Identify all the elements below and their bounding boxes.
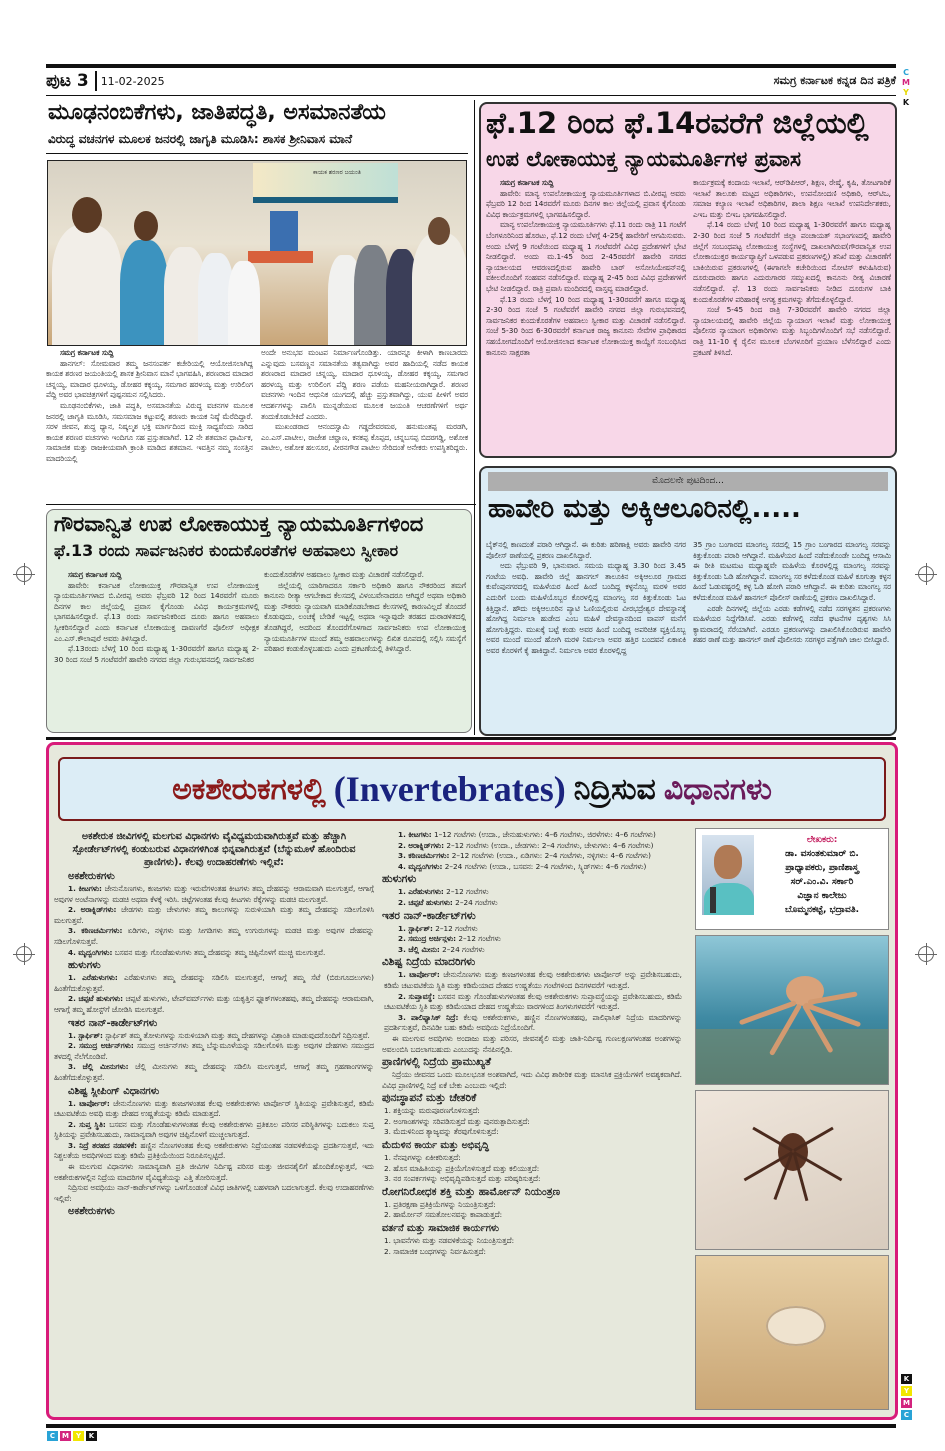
story1-rule — [46, 153, 468, 154]
feature-list-item — [382, 841, 682, 852]
item-number: 3. — [68, 926, 76, 936]
item-text: 2–12 ಗಂಟೆಗಳು (ಉದಾ., ಏಡಿಗಳು: 2–4 ಗಂಟೆಗಳು, ನಳ್ಳಿಗಳು: 4–6 ಗಂಟೆಗಳು) — [451, 851, 652, 861]
story1-column-2 — [261, 348, 468, 454]
item-number: 2. — [68, 994, 76, 1004]
story2-paragraph: ಫೆ.13 ರಂದು ಬೆಳಗ್ಗೆ 10 ರಿಂದ ಮಧ್ಯಾಹ್ನ 1-30ರವರೆಗೆ ಹಾಗೂ ಮಧ್ಯಾಹ್ನ 2-30 ರಿಂದ ಸಂಜೆ 5 ಗಂಟೆವರೆಗೆ ಹಾವೇರಿ ನಗರದ ಜಿಲ್ಲಾ ಗುರುಭವನದಲ್ಲಿ ಸಾರ್ವಜನಿಕರ ಕುಂದುಕೊರತೆಗಳ ಅಹವಾಲು ಸ್ವೀಕಾರ ಮತ್ತು ವಿಚಾರಣೆ ನಡೆಸಲಿದ್ದಾರೆ. ಸಂಜೆ 5-30 ರಿಂದ 6-30ರವರೆಗೆ ಕರ್ನಾಟಕ ರಾಜ್ಯ ಕಾನೂನು ಸೇವೆಗಳ ಪ್ರಾಧಿಕಾರದ ಸಹಯೋಗದೊಂದಿಗೆ ಆಯೋಜಿಸಲಾದ ಕರ್ನಾಟಕ ಲೋಕಾಯುಕ್ತ ಕಾಯ್ದೆಗೆ ಸಂಬಂಧಿಸಿದ ಕಾನೂನು ಸಾಕ್ಷರತಾ — [486, 294, 686, 357]
swatch-cyan: C — [901, 1410, 912, 1420]
registration-mark-icon — [16, 946, 32, 962]
item-term: ಎರೆಹುಳುಗಳು: — [408, 887, 444, 897]
photo-person — [52, 225, 122, 345]
feature-subheading: ಹುಳುಗಳು — [382, 873, 417, 886]
story3-paragraph: ಫೆ.13ರಂದು ಬೆಳಗ್ಗೆ 10 ರಿಂದ ಮಧ್ಯಾಹ್ನ 1-30ರವರೆಗೆ ಹಾಗೂ ಮಧ್ಯಾಹ್ನ 2-30 ರಿಂದ ಸಂಜೆ 5 ಗಂಟೆವರೆಗೆ ಹಾವೇರಿ ನಗರದ ಜಿಲ್ಲಾ ಗುರುಭವನದಲ್ಲಿ ಸಾರ್ವಜನಿಕರ — [54, 644, 259, 664]
cmyk-swatches-bottom — [47, 1431, 97, 1441]
author-designation: ಪ್ರಾಧ್ಯಾಪಕರು, ಪ್ರಾಣಿಶಾಸ್ತ್ರ — [785, 863, 859, 873]
item-number: 3. — [398, 944, 406, 954]
photo-person-head — [134, 211, 158, 241]
story3-byline: ಸಮಗ್ರ ಕರ್ನಾಟಕ ಸುದ್ದಿ — [68, 570, 122, 579]
feature-subheading: ಅಕಶೇರುಕಗಳು — [68, 871, 115, 882]
feature-list-item — [382, 830, 682, 841]
story1-photo — [47, 160, 467, 346]
feature-list-item — [382, 934, 682, 945]
item-text: ಸ್ಟಾರ್ಫಿಶ್ ತಮ್ಮ ತೋಳುಗಳನ್ನು ಸುರುಳಿಯಾಗಿ ಮತ್ತು ತಮ್ಮ ದೇಹಗಳನ್ನು ವಿಶ್ರಾಂತಿ ಮಾಡುವುದರೊಂದಿಗೆ ನಿದ್ರಿಸುತ್ತವೆ. — [105, 1030, 370, 1040]
item-text: 2–12 ಗಂಟೆಗಳು — [446, 887, 489, 897]
item-number: 3. — [68, 1140, 76, 1150]
story2-column-1 — [486, 178, 686, 358]
story2-byline: ಸಮಗ್ರ ಕರ್ನಾಟಕ ಸುದ್ದಿ — [500, 178, 554, 187]
feature-subheading: ವರ್ತನೆ ಮತ್ತು ಸಾಮಾಜಿಕ ಕಾರ್ಯಗಳು — [382, 1223, 500, 1235]
feature-list-item — [54, 994, 374, 1015]
feature-list-line: 1. ಪ್ರತಿರಕ್ಷಣಾ ಪ್ರತಿಕ್ರಿಯೆಗಳನ್ನು ನಿಯಂತ್ರಿಸುತ್ತದೆ: — [384, 1199, 496, 1209]
story4-paragraph: ಬೈಕ್‌ನಲ್ಲಿ ಕಾಣದಂತೆ ಪರಾರಿ ಆಗಿದ್ದಾನೆ. ಈ ಕುರಿತು ಹರಿಣಾಕ್ಷಿ ಅವರು ಹಾವೇರಿ ನಗರ ಪೊಲೀಸ್ ಠಾಣೆಯಲ್ಲಿ ಪ್ರಕರಣ ದಾಖಲಿಸಿದ್ದಾರೆ. — [486, 540, 686, 560]
feature-list-item — [54, 905, 374, 926]
microphone-icon — [710, 887, 716, 913]
item-term: ಸಮುದ್ರ ಅರ್ಚಿನ್ಗಳು: — [408, 934, 457, 944]
swatch-magenta: M — [901, 1398, 912, 1408]
swatch-black: K — [86, 1431, 97, 1441]
story2-paragraph: ಫೆ.14 ರಂದು ಬೆಳಗ್ಗೆ 10 ರಿಂದ ಮಧ್ಯಾಹ್ನ 1-30ರವರೆಗೆ ಹಾಗೂ ಮಧ್ಯಾಹ್ನ 2-30 ರಿಂದ ಸಂಜೆ 5 ಗಂಟೆವರೆಗೆ ಜಿಲ್ಲಾ ಪಂಚಾಯತ್ ಸಭಾಂಗಣದಲ್ಲಿ ಹಾವೇರಿ ಜಿಲ್ಲೆಗೆ ಸಂಬಂಧಪಟ್ಟ ಲೋಕಾಯುಕ್ತ ಸಂಸ್ಥೆಗಳಲ್ಲಿ ದಾಖಲಾಗಿರುವ(ಗೌರವಾನ್ವಿತ ಉಪ ಲೋಕಾಯುಕ್ತರ ಕಾರ್ಯವ್ಯಾಪ್ತಿಗೆ ಒಳಪಡುವ ಪ್ರಕರಣಗಳಲ್ಲಿ) ತನಿಖೆ ಮತ್ತು ವಿಚಾರಣೆಗೆ ಬಾಕಿಯಿರುವ ಪ್ರಕರಣಗಳಲ್ಲಿ (ಈಗಾಗಲೇ ಕಚೇರಿಯಿಂದ ನೋಟಿಸ್ ಕಳುಹಿಸಿರುವ) ದೂರುದಾರರು ಹಾಗೂ ಎದುರುಗಾರರ ಸಮ್ಮುಖದಲ್ಲಿ ಕಾನೂನು ರೀತ್ಯ ವಿಚಾರಣೆ ನಡೆಸಲಿದ್ದಾರೆ. ಫೆ. 13 ರಂದು ಸಾರ್ವಜನಿಕರು ನೀಡಿದ ದೂರುಗಳ ಬಾಕಿ ಕುಂದುಕೊರತೆಗಳ ಪರಿಹಾರಕ್ಕೆ ಅಗತ್ಯ ಕ್ರಮಗಳನ್ನು ತೆಗೆದುಕೊಳ್ಳಲಿದ್ದಾರೆ. — [693, 220, 891, 304]
feature-title-part: ಅಕಶೇರುಕಗಳಲ್ಲಿ — [172, 771, 326, 807]
issue-date: 11-02-2025 — [100, 74, 165, 88]
feature-list-item — [54, 1120, 374, 1141]
author-college: ವಿಜ್ಞಾನ ಕಾಲೇಜು — [797, 891, 847, 901]
feature-list-line: 1. ಶಕ್ತಿಯನ್ನು ಮರುಪೂರಣಗೊಳಿಸುತ್ತದೆ: — [384, 1106, 480, 1116]
item-term: ಚಪ್ಪಟೆ ಹುಳುಗಳು: — [78, 994, 124, 1004]
photo-person — [120, 240, 168, 345]
story3-paragraph: ಹಾವೇರಿ: ಕರ್ನಾಟಕ ಲೋಕಾಯುಕ್ತ ಗೌರವಾನ್ವಿತ ಉಪ ಲೋಕಾಯುಕ್ತ ನ್ಯಾಯಮೂರ್ತಿಗಳಾದ ಬಿ.ವೀರಪ್ಪ ಅವರು ಫೆಬ್ರವರಿ 12 ರಿಂದ 14ರವರೆಗೆ ಮೂರು ದಿನಗಳ ಕಾಲ ಜಿಲ್ಲೆಯಲ್ಲಿ ಪ್ರವಾಸ ಕೈಗೊಂಡು ವಿವಿಧ ಕಾರ್ಯಕ್ರಮಗಳಲ್ಲಿ ಭಾಗವಹಿಸಲಿದ್ದಾರೆ. ಫೆ.13 ರಂದು ಸಾರ್ವಜನಿಕರಿಂದ ದೂರು ಹಾಗೂ ಅಹವಾಲು ಸ್ವೀಕರಿಸಲಿದ್ದಾರೆ ಎಂದು ಕರ್ನಾಟಕ ಲೋಕಾಯುಕ್ತ ದಾವಣಗೆರೆ ಪೊಲೀಸ್ ಅಧೀಕ್ಷಕ ಎಂ.ಎಸ್.ಕೌಲಾಪುರೆ ಅವರು ತಿಳಿಸಿದ್ದಾರೆ. — [54, 580, 259, 643]
story1-column-1 — [46, 348, 253, 465]
photo-person-head — [428, 217, 450, 245]
item-term: ಸಮುದ್ರ ಅರ್ಚಿನ್‌ಗಳು: — [79, 1041, 134, 1051]
item-number: 1. — [398, 887, 406, 897]
story2-paragraph: ಮಾನ್ಯ ಉಪಲೋಕಾಯುಕ್ತ ನ್ಯಾಯಮೂರ್ತಿಗಳು ಫೆ.11 ರಂದು ರಾತ್ರಿ 11 ಗಂಟೆಗೆ ಬೆಂಗಳೂರಿನಿಂದ ಹೊರಟು, ಫೆ.12 ರಂದು ಬೆಳಗ್ಗೆ 4-25ಕ್ಕೆ ಹಾವೇರಿಗೆ ಆಗಮಿಸುವರು. ಅಂದು ಬೆಳಗ್ಗೆ 9 ಗಂಟೆಯಿಂದ ಮಧ್ಯಾಹ್ನ 1 ಗಂಟೆವರೆಗೆ ವಿವಿಧ ಪ್ರದೇಶಗಳಿಗೆ ಭೇಟಿ ನೀಡಲಿದ್ದಾರೆ. ಅಂದು ಮ.1-45 ರಿಂದ 2-45ರವರೆಗೆ ಹಾವೇರಿ ನಗರದ ನ್ಯಾಯಾಲಯದ ಆವರಣದಲ್ಲಿರುವ ಹಾವೇರಿ ಬಾರ್ ಅಸೋಸಿಯೇಷನ್‌ನಲ್ಲಿ ವಕೀಲರೊಂದಿಗೆ ಸಂಹವನ ನಡೆಸಲಿದ್ದಾರೆ. ಮಧ್ಯಾಹ್ನ 2-45 ರಿಂದ ವಿವಿಧ ಪ್ರದೇಶಗಳಿಗೆ ಭೇಟಿ ನೀಡಲಿದ್ದಾರೆ. ರಾತ್ರಿ ಪ್ರವಾಸಿ ಮಂದಿರದಲ್ಲಿ ವಾಸ್ತವ್ಯ ಮಾಡಲಿದ್ದಾರೆ. — [486, 220, 686, 293]
item-text: 2–12 ಗಂಟೆಗಳು (ಉದಾ., ಜೇಡಗಳು: 2–4 ಗಂಟೆಗಳು, ಚೇಳುಗಳು: 4–6 ಗಂಟೆಗಳು) — [446, 840, 654, 850]
item-number: 4. — [68, 947, 76, 957]
feature-list-line: 2. ಹೊಸ ಮಾಹಿತಿಯನ್ನು ಪ್ರಕ್ರಿಯೆಗೊಳಿಸುತ್ತದೆ ಮತ್ತು ಕಲಿಯುತ್ತದೆ: — [384, 1163, 540, 1173]
feature-intro: ಅಕಶೇರುಕ ಜೀವಿಗಳಲ್ಲಿ ಮಲಗುವ ವಿಧಾನಗಳು ವೈವಿಧ್ಯಮಯವಾಗಿರುತ್ತವೆ ಮತ್ತು ಹೆಚ್ಚಾಗಿ ಸ್ಪೋರ್ಡೇಟ್‌ಗಳಲ್ಲಿ ಕಂಡುಬರುವ ವಿಧಾನಗಳಿಗಿಂತ ಭಿನ್ನವಾಗಿರುತ್ತವೆ (ಬೆನ್ನುಮೂಳೆ ಹೊಂದಿರುವ ಪ್ರಾಣಿಗಳು). ಕೆಲವು ಉದಾಹರಣೆಗಳು ಇಲ್ಲಿವೆ: — [72, 831, 356, 868]
feature-list-line: 3. ಮೆದುಳಿನಿಂದ ತ್ಯಾಜ್ಯವನ್ನು ತೆರವುಗೊಳಿಸುತ್ತದೆ: — [384, 1127, 499, 1137]
story3-column-1 — [54, 570, 259, 665]
item-text: ಜೇನುನೊಣಗಳು ಮತ್ತು ಕಣಜಗಳಂತಹ ಕೆಲವು ಅಕಶೇರುಕಗಳು ಟಾರ್ಪೋರ್ ಅನ್ನು ಪ್ರವೇಶಿಸಬಹುದು, ಕಡಿಮೆ ಚಟುವಟಿಕೆಯ ಸ್ಥಿತಿ ಮತ್ತು ಕಡಿಮೆಯಾದ ದೇಹದ ಉಷ್ಣತೆಯು ಗಂಟೆಗಳಿಂದ ದಿನಗಳವರೆಗೆ ಇರುತ್ತದೆ. — [384, 970, 682, 990]
feature-list-item — [382, 945, 682, 956]
photo-person-head — [72, 197, 102, 233]
item-term: ಅರಾಕ್ನಿಡ್‌ಗಳು: — [408, 840, 444, 850]
item-term: ಕೀಟಗಳು: — [408, 830, 432, 839]
item-number: 2. — [68, 1041, 76, 1051]
story1-paragraph: ಅಂದೇ ಅನುಭವ ಮಂಟಪ ನಿರ್ಮಾಣಗೊಂಡಿತ್ತು. ಯಾರನ್ನೂ ಕೀಳಾಗಿ ಕಾಣಬಾರದು ಎನ್ನುವುದು ಬಸವಣ್ಣನ ಸಮಾನತೆಯ ತತ್ವವಾಗಿದ್ದು ಅವರ ಹಾದಿಯಲ್ಲಿ ನಡೆದ ಕಾಯಕ ಶರಣರಾದ ಮಾದಾರ ಚನ್ನಯ್ಯ, ಮಾದಾರ ಧೂಳಯ್ಯ, ಡೋಹರ ಕಕ್ಕಯ್ಯ, ಸಮಗಾರ ಹರಳಯ್ಯ ಮತ್ತು ಉರಿಲಿಂಗ ಪೆದ್ದಿ ಶರಣ ಪಡೆಯ ಮಹನೀಯರಾಗಿದ್ದಾರೆ. ಶರಣರ ವಚನಗಳು ಇಂದಿನ ಆಧುನಿಕ ಯುಗದಲ್ಲಿ ಹೆಚ್ಚು ಪ್ರಸ್ತುತವಾಗಿದ್ದು, ಯುವ ಪೀಳಿಗೆ ಅವರ ಆದರ್ಶಗಳನ್ನು ಪಾಲಿಸಿ ಮುನ್ನಡೆಯುವ ಮೂಲಕ ಜಯಂತಿ ಆಚರಣೆಗಳಿಗೆ ಅರ್ಥ ತಂದುಕೊಡಬೇಕಿದೆ ಎಂದರು. — [261, 348, 468, 421]
item-term: ಕೀಟಗಳು: — [78, 884, 102, 893]
swatch-black: K — [901, 1374, 912, 1384]
author-name: ಡಾ. ವಸಂತಕುಮಾರ್ ಬಿ. — [785, 849, 859, 859]
feature-list-item — [54, 1141, 374, 1162]
feature-list-line: 2. ಹಾರ್ಮೋನ್ ಸಮತೋಲನವನ್ನು ಕಾಪಾಡುತ್ತದೆ: — [384, 1210, 503, 1220]
story1-bottom-rule — [46, 504, 476, 505]
item-number: 3. — [398, 1012, 406, 1022]
feature-list-item — [382, 1013, 682, 1034]
author-label: ಲೇಖಕರು: — [806, 835, 838, 845]
item-number: 2. — [398, 991, 406, 1001]
feature-list-item — [382, 924, 682, 935]
item-term: ಮೃದ್ವಂಗಿಗಳು: — [408, 861, 443, 871]
item-term: ಕಠಿಣಚರ್ಮಿಗಳು: — [81, 926, 123, 936]
registration-mark-icon — [918, 566, 934, 582]
item-number: 2. — [398, 934, 406, 944]
section-rule — [46, 737, 896, 740]
feature-list-line: 1. ಭಾವನೆಗಳು ಮತ್ತು ನಡವಳಿಕೆಯನ್ನು ನಿಯಂತ್ರಿಸುತ್ತದೆ: — [384, 1236, 515, 1246]
story2-headline-2: ಉಪ ಲೋಕಾಯುಕ್ತ ನ್ಯಾಯಮೂರ್ತಿಗಳ ಪ್ರವಾಸ — [486, 147, 802, 171]
feature-subheading: ಇತರ ನಾನ್-ಕಾರ್ಡೇಟ್‌ಗಳು — [68, 1017, 158, 1029]
feature-list-item — [382, 862, 682, 873]
item-term: ಎರೆಹುಳುಗಳು: — [82, 973, 118, 983]
page-header — [46, 70, 896, 92]
item-text: 2–12 ಗಂಟೆಗಳು — [435, 923, 478, 933]
item-text: ಎರೆಹುಳುಗಳು ತಮ್ಮ ದೇಹವನ್ನು ಸಡಿಲಿಸಿ ಮಲಗುತ್ತವೆ, ಆಗಾಗ್ಗೆ ತಮ್ಮ ಸೆಟೆ (ಬಿರುಗೂದಲುಗಳು) ಹಿಂತೆಗೆದುಕೊಳ್ಳುತ್ತವೆ. — [54, 973, 374, 993]
photo-person — [354, 245, 390, 345]
item-number: 1. — [68, 973, 76, 983]
item-text: ಬಸವನ ಮತ್ತು ಗೊಂಡೆಹುಳುಗಳಂತಹ ಕೆಲವು ಅಕಶೇರುಕಗಳು ಸುಪ್ತಾವಸ್ಥೆಯನ್ನು ಪ್ರವೇಶಿಸಬಹುದು, ಕಡಿಮೆ ಚಟುವಟಿಕೆಯ ಸ್ಥಿತಿ ಮತ್ತು ಕಡಿಮೆಯಾದ ದೇಹದ ಉಷ್ಣತೆಯು ವಾರಗಳಿಂದ ತಿಂಗಳುಗಳವರೆಗೆ ಇರುತ್ತದೆ. — [384, 991, 682, 1012]
swatch-magenta: M — [60, 1431, 71, 1441]
bottom-rule — [46, 1424, 896, 1428]
item-number: 1. — [68, 884, 76, 893]
story1-headline: ಮೂಢನಂಬಿಕೆಗಳು, ಜಾತಿಪದ್ಧತಿ, ಅಸಮಾನತೆಯ — [48, 100, 386, 125]
photo-poster — [270, 211, 298, 251]
item-term: ಟಾರ್ಪೋರ್: — [409, 970, 440, 980]
item-term: ಚಪ್ಪಟೆ ಹುಳುಗಳು: — [408, 897, 453, 907]
story4-headline: ಹಾವೇರಿ ಮತ್ತು ಅಕ್ಕಿಆಲೂರಿನಲ್ಲಿ..... — [488, 494, 801, 524]
author-photo-face — [714, 845, 742, 879]
item-text: 2–12 ಗಂಟೆಗಳು — [458, 934, 501, 944]
item-term: ಟಾರ್ಪೋರ್: — [79, 1098, 110, 1108]
author-place: ಬೊಮ್ಮನಕಟ್ಟೆ, ಭದ್ರಾವತಿ. — [784, 905, 860, 915]
feature-list-line: 2. ಅಂಗಾಂಶಗಳನ್ನು ಸರಿಪಡಿಸುತ್ತದೆ ಮತ್ತು ಪುನರುತ್ಪಾದಿಸುತ್ತದೆ: — [384, 1116, 530, 1126]
feature-list-item — [382, 887, 682, 898]
feature-list-item — [54, 926, 374, 947]
seabed — [696, 1029, 888, 1084]
story3-headline-1: ಗೌರವಾನ್ವಿತ ಉಪ ಲೋಕಾಯುಕ್ತ ನ್ಯಾಯಮೂರ್ತಿಗಳಿಂದ — [54, 512, 424, 536]
feature-paragraph: ನಿದ್ರಿಸುವ ಅವಧಿಯು ನಾನ್-ಕಾರ್ಡೇಟ್‌ಗಳನ್ನು ಒಳಗೊಂಡಂತೆ ವಿವಿಧ ಜಾತಿಗಳಲ್ಲಿ ಬಹಳವಾಗಿ ಬದಲಾಗುತ್ತದೆ. ಕೆಲವು ಉದಾಹರಣೆಗಳು ಇಲ್ಲಿವೆ: — [54, 1183, 374, 1203]
story4-column-2 — [693, 540, 891, 646]
item-text: ಚಪ್ಪಟೆ ಹುಳುಗಳು, ಟೇಪ್‌ವರ್ಮ್‌ಗಳು ಮತ್ತು ಯಕೃತ್ತಿನ ಫ್ಲೂಕ್‌ಗಳಂತಹವು, ತಮ್ಮ ದೇಹವನ್ನು ಆರಾಮವಾಗಿ, ಆಗಾಗ್ಗೆ ತಮ್ಮ ಹೋಸ್ಟ್‌ಗೆ ಜೋಡಿಸಿ ಮಲಗುತ್ತವೆ. — [54, 994, 374, 1014]
photo-table — [248, 251, 313, 263]
feature-list-item — [54, 1031, 374, 1042]
feature-subheading: ಹುಳುಗಳು — [68, 960, 101, 972]
feature-list-item — [382, 992, 682, 1013]
author-college: ಸರ್.ಎಂ.ವಿ. ಸರ್ಕಾರಿ — [790, 877, 854, 887]
feature-list-item — [54, 1041, 374, 1062]
feature-column-1 — [54, 830, 374, 1219]
feature-list-item — [54, 884, 374, 905]
story1-byline: ಸಮಗ್ರ ಕರ್ನಾಟಕ ಸುದ್ದಿ — [60, 348, 114, 357]
item-number: 1. — [398, 970, 406, 980]
feature-list-line: 2. ಸಾಮಾಜಿಕ ಬಂಧಗಳನ್ನು ನಿರ್ವಹಿಸುತ್ತದೆ: — [384, 1246, 486, 1256]
item-number: 1. — [398, 830, 406, 839]
item-number: 4. — [398, 861, 406, 871]
item-text: ಜೇನುನೊಣಗಳು, ಕಣಜಗಳು ಮತ್ತು ಇರುವೆಗಳಂತಹ ಕೀಟಗಳು ತಮ್ಮ ದೇಹವನ್ನು ಆರಾಮವಾಗಿ ಮಲಗುತ್ತವೆ, ಆಗಾಗ್ಗೆ ಅವುಗಳ ಅಂಟೆನಾಗಳನ್ನು ಮಡಚಿ ಅಥವಾ ಕೆಳಕ್ಕೆ ಇರಿಸಿ. ಚಿಟ್ಟೆಗಳಂತಹ ಕೆಲವು ಕೀಟಗಳು ರೆಕ್ಕೆಗಳನ್ನು ಮಡಚಿ ಮಲಗುತ್ತವೆ. — [54, 884, 374, 904]
story4-kicker: ಮೊದಲನೇ ಪುಟದಿಂದ... — [488, 472, 888, 491]
header-rule — [46, 95, 896, 96]
item-number: 2. — [68, 905, 76, 915]
story1-paragraph: ಹಾನಗಲ್: ಸೋಮವಾರ ತಮ್ಮ ಜನಸಂಪರ್ಕ ಕಚೇರಿಯಲ್ಲಿ ಆಯೋಜಿಸಲಾಗಿದ್ದ ಕಾಯಕ ಶರಣರ ಜಯಂತಿಯಲ್ಲಿ ಶಾಸಕ ಶ್ರೀನಿವಾಸ ಮಾನೆ ಭಾಗವಹಿಸಿ, ಶರಣರಾದ ಮಾದಾರ ಚನ್ನಯ್ಯ, ಮಾದಾರ ಧೂಳಯ್ಯ, ಡೋಹರ ಕಕ್ಕಯ್ಯ, ಸಮಗಾರ ಹರಳಯ್ಯ ಮತ್ತು ಉರಿಲಿಂಗ ಪೆದ್ದಿ ಅವರ ಭಾವಚಿತ್ರಗಳಿಗೆ ಪುಷ್ಪನಮನ ಸಲ್ಲಿಸಿದರು. — [46, 358, 254, 400]
story4-paragraph: 35 ಗ್ರಾಂ ಬಂಗಾರದ ಮಾಂಗಲ್ಯ ಸರದಲ್ಲಿ 15 ಗ್ರಾಂ ಬಂಗಾರದ ಮಾಂಗಲ್ಯ ಸರವನ್ನು ಕಿತ್ತುಕೊಂಡು ಪರಾರಿ ಆಗಿದ್ದಾನೆ. ಮಹಿಳೆಯರ ಹಿಂದೆ ನಡೆದುಕೊಂಡೇ ಬಂದಿದ್ದ ಆಸಾಮಿ ಈ ರೀತಿ ಮಟಮಟ ಮಧ್ಯಾಹ್ನವೇ ಮಹಿಳೆಯ ಕೊರಳಲ್ಲಿದ್ದ ಮಾಂಗಲ್ಯ ಸರವನ್ನು ಕಿತ್ತುಕೊಂಡು ಓಡಿ ಹೋಗಿದ್ದಾನೆ. ಮಾಂಗಲ್ಯ ಸರ ಕಳೆದುಕೊಂಡ ಮಹಿಳೆ ಕೂಗುತ್ತಾ ಕಳ್ಳನ ಹಿಂದೆ ಓಡುವಷ್ಟರಲ್ಲಿ ಕಳ್ಳ ಓಡಿ ಹೋಗಿ ಪರಾರಿ ಆಗಿದ್ದಾನೆ. ಈ ಕುರಿತು ಮಾಂಗಲ್ಯ ಸರ ಕಳೆದುಕೊಂಡ ಮಹಿಳೆ ಹಾನಗಲ್ ಪೊಲೀಸ್ ಠಾಣೆಯಲ್ಲಿ ಪ್ರಕರಣ ದಾಖಲಿಸಿದ್ದಾರೆ. — [693, 540, 891, 602]
story4-paragraph: ಎರಡೇ ದಿನಗಳಲ್ಲಿ ಜಿಲ್ಲೆಯ ಎರಡು ಕಡೆಗಳಲ್ಲಿ ನಡೆದ ಸರಗಳ್ಳತನ ಪ್ರಕರಣಗಳು ಮಹಿಳೆಯರ ನಿದ್ದೆಗೆಡಿಸಿವೆ. ಎರಡು ಕಡೆಗಳಲ್ಲಿ ನಡೆದ ಘಟನೆಗಳ ದೃಶ್ಯಗಳು ಸಿಸಿ ಕ್ಯಾಮರಾದಲ್ಲಿ ಸೆರೆಯಾಗಿವೆ. ಎರಡೂ ಪ್ರಕರಣಗಳನ್ನು ದಾಖಲಿಸಿಕೊಂಡಿರುವ ಹಾವೇರಿ ಶಹರ ಠಾಣೆ ಮತ್ತು ಹಾನಗಲ್ ಠಾಣೆ ಪೊಲೀಸರು ಸರಗಳ್ಳರ ಪತ್ತೆಗಾಗಿ ಜಾಲ ಬೀಸಿದ್ದಾರೆ. — [693, 603, 891, 645]
feature-subheading: ವಿಶಿಷ್ಟ ಸ್ಲೀಪಿಂಗ್ ವಿಧಾನಗಳು — [68, 1085, 160, 1097]
feature-list-line: 1. ನೆನಪುಗಳನ್ನು ಏಕೀಕರಿಸುತ್ತದೆ: — [384, 1153, 461, 1163]
feature-title-english: (Invertebrates) — [333, 769, 566, 809]
feature-list-line: 3. ನರ ಸಂಪರ್ಕಗಳನ್ನು ಅಭಿವೃದ್ಧಿಪಡಿಸುತ್ತದೆ ಮತ್ತು ಪರಿಷ್ಕರಿಸುತ್ತದೆ: — [384, 1174, 541, 1184]
item-text: 2–24 ಗಂಟೆಗಳು — [442, 944, 485, 954]
story2-paragraph: ಹಾವೇರಿ: ಮಾನ್ಯ ಉಪಲೋಕಾಯುಕ್ತ ನ್ಯಾಯಮೂರ್ತಿಗಳಾದ ಬಿ.ವೀರಪ್ಪ ಅವರು ಫೆಬ್ರವರಿ 12 ರಿಂದ 14ರವರೆಗೆ ಮೂರು ದಿನಗಳ ಕಾಲ ಜಿಲ್ಲೆಯಲ್ಲಿ ಪ್ರವಾಸ ಕೈಗೊಂಡು ವಿವಿಧ ಕಾರ್ಯಕ್ರಮಗಳಲ್ಲಿ ಭಾಗವಹಿಸಲಿದ್ದಾರೆ. — [486, 188, 686, 219]
item-number: 3. — [398, 851, 406, 861]
author-credits — [758, 833, 886, 917]
feature-subheading: ಪ್ರಾಣಿಗಳಲ್ಲಿ ನಿದ್ರೆಯ ಪ್ರಾಮುಖ್ಯತೆ — [382, 1056, 492, 1069]
item-text: ಬಸವನ ಮತ್ತು ಗೊಂಡೆಹುಳುಗಳಂತಹ ಕೆಲವು ಅಕಶೇರುಕಗಳು ಪ್ರತಿಕೂಲ ಪರಿಸರ ಪರಿಸ್ಥಿತಿಗಳನ್ನು ಬದುಕಲು ಸುಪ್ತ ಸ್ಥಿತಿಯನ್ನು ಪ್ರವೇಶಿಸಬಹುದು, ಸಾಮಾನ್ಯವಾಗಿ ಅವುಗಳ ಚಿಪ್ಪಿನೊಳಗೆ ಮುಚ್ಚಲಾಗುತ್ತದೆ. — [54, 1119, 374, 1140]
swatch-cyan: C — [47, 1431, 58, 1441]
story4-column-1 — [486, 540, 686, 657]
item-term: ನಿದ್ರೆ ತರಹದ ನಡವಳಿಕೆ: — [79, 1140, 138, 1150]
item-term: ಜೆಲ್ಲಿ ಮೀನುಗಳು: — [82, 1062, 129, 1072]
story2-column-2 — [693, 178, 891, 358]
story2-paragraph: ಸಂಜೆ 5-45 ರಿಂದ ರಾತ್ರಿ 7-30ರವರೆಗೆ ಹಾವೇರಿ ನಗರದ ಜಿಲ್ಲಾ ನ್ಯಾಯಾಲಯದಲ್ಲಿ ಹಾವೇರಿ ಜಿಲ್ಲೆಯ ನ್ಯಾಯಾಂಗ ಇಲಾಖೆ ಮತ್ತು ಲೋಕಾಯುಕ್ತ ಪೊಲೀಸರ ನ್ಯಾಯಾಂಗ ಅಧಿಕಾರಿಗಳು ಮತ್ತು ಸಿಬ್ಬಂದಿಗಳೊಂದಿಗೆ ಸಭೆ ನಡೆಸಲಿದ್ದಾರೆ. ರಾತ್ರಿ 11-10 ಕ್ಕೆ ರೈಲಿನ ಮೂಲಕ ಬೆಂಗಳೂರಿಗೆ ಪ್ರಯಾಣ ಬೆಳೆಸಲಿದ್ದಾರೆ ಎಂದು ಪ್ರಕಟಣೆ ತಿಳಿಸಿದೆ. — [693, 305, 891, 357]
item-number: 3. — [68, 1062, 76, 1072]
feature-list-item — [382, 898, 682, 909]
feature-subheading: ಪುನಃಸ್ಥಾಪನೆ ಮತ್ತು ಚೇತರಿಕೆ — [382, 1092, 477, 1105]
column-divider — [474, 100, 475, 735]
item-text: ಜೇನುನೊಣಗಳು ಮತ್ತು ಕಣಜಗಳಂತಹ ಕೆಲವು ಅಕಶೇರುಕಗಳು ಟಾರ್ಪೋರ್ ಸ್ಥಿತಿಯನ್ನು ಪ್ರವೇಶಿಸುತ್ತವೆ, ಕಡಿಮೆ ಚಟುವಟಿಕೆಯ ಅವಧಿ ಮತ್ತು ದೇಹದ ಉಷ್ಣತೆಯನ್ನು ಕಡಿಮೆ ಮಾಡುತ್ತದೆ. — [54, 1098, 374, 1119]
story2-paragraph: ಕಾರ್ಯಕ್ರಮಕ್ಕೆ ಕಂದಾಯ ಇಲಾಖೆ, ಆರ್‌ಡಿಪಿಆರ್, ಶಿಕ್ಷಣ, ರೇಷ್ಮೆ, ಕೃಷಿ, ತೋಟಗಾರಿಕೆ ಇಲಾಖೆ ತಾಲೂಕು ಮಟ್ಟದ ಅಧಿಕಾರಿಗಳು, ಉಪನೋಂದಣಿ ಅಧಿಕಾರಿ, ಆರ್‌ಟಿಒ, ಸಮಾಜ ಕಲ್ಯಾಣ ಇಲಾಖೆ ಅಧಿಕಾರಿಗಳ, ಶಾಲಾ ಶಿಕ್ಷಣ ಇಲಾಖೆ ಉಪನಿರ್ದೇಶಕರು, ಎಇಒ ಮತ್ತು ಬಿಇಒ ಭಾಗವಹಿಸಲಿದ್ದಾರೆ. — [693, 178, 891, 219]
story3-paragraph: ಕುಂದುಕೊರತೆಗಳ ಅಹವಾಲು ಸ್ವೀಕಾರ ಮತ್ತು ವಿಚಾರಣೆ ನಡೆಸಲಿದ್ದಾರೆ. — [264, 570, 424, 579]
top-rule — [46, 64, 896, 68]
story1-subheadline: ವಿರುದ್ಧ ವಚನಗಳ ಮೂಲಕ ಜನರಲ್ಲಿ ಜಾಗೃತಿ ಮೂಡಿಸಿ: ಶಾಸಕ ಶ್ರೀನಿವಾಸ ಮಾನೆ — [48, 132, 353, 146]
crab-body — [766, 1306, 826, 1346]
item-text: ಹಣ್ಣಿನ ನೊಣಗಳಂತಹ ಕೆಲವು ಅಕಶೇರುಕಗಳು ನಿದ್ರೆಯಂತಹ ನಡವಳಿಕೆಯನ್ನು ಪ್ರದರ್ಶಿಸುತ್ತವೆ, ಇದು ನಿಶ್ಚಲತೆಯ ಅವಧಿಗಳಿಂದ ಮತ್ತು ಕಡಿಮೆ ಪ್ರತಿಕ್ರಿಯೆಯಿಂದ ನಿರೂಪಿಸಲ್ಪಟ್ಟಿದೆ. — [54, 1140, 374, 1161]
story1-paragraph: ಮುಖಂಡರಾದ ಆನಂದಸ್ವಾಮಿ ಗಡ್ಡದೇವರಮಠ, ಹನುಮಂತಪ್ಪ ಮರಡಗಿ, ಎಂ.ಎಸ್.ಪಾಟೀಲ, ರಾಜೇಶ ಚವ್ಹಾಣ, ಕನಕಪ್ಪ ಕೊಪ್ಪದ, ಚನ್ನಬಸಪ್ಪ ಬಿದರಗಡ್ಡಿ, ಅಶೋಕ ಪಾಟೀಲ, ಅಶೋಕ ಹಲಸೂರ, ವೀರನಗೌಡ ಪಾಟೀಲ ಸೇರಿದಂತೆ ಅನೇಕರು ಉಪಸ್ಥಿತರಿದ್ದರು. — [261, 422, 468, 453]
story2-headline-1: ಫೆ.12 ರಿಂದ ಫೆ.14ರವರೆಗೆ ಜಿಲ್ಲೆಯಲ್ಲಿ — [486, 106, 869, 140]
photo-person — [412, 233, 467, 345]
spider-photo — [695, 1090, 889, 1250]
story3-column-2 — [264, 570, 466, 655]
item-number: 1. — [398, 923, 406, 933]
item-text: ಸಮುದ್ರ ಅರ್ಚಿನ್‌ಗಳು ತಮ್ಮ ಬೆನ್ನುಮೂಳೆಯನ್ನು ಸಡಿಲಗೊಳಿಸಿ ಮತ್ತು ಅವುಗಳ ದೇಹಗಳು ಸಮುದ್ರದ ತಳದಲ್ಲಿ ನೆಲೆಗೊಂಡಿವೆ. — [54, 1041, 374, 1061]
feature-list-item — [54, 1062, 374, 1083]
feature-subheading: ರೋಗನಿರೋಧಕ ಶಕ್ತಿ ಮತ್ತು ಹಾರ್ಮೋನ್ ನಿಯಂತ್ರಣ — [382, 1185, 561, 1198]
story3-paragraph: ಜಿಲ್ಲೆಯಲ್ಲಿ ಯಾರಿಗಾದರೂ ಸರ್ಕಾರಿ ಅಧಿಕಾರಿ ಹಾಗೂ ನೌಕರರಿಂದ ತಮಗೆ ಕಾನೂನು ರೀತ್ಯಾ ಆಗಬೇಕಾದ ಕೆಲಸದಲ್ಲಿ ವಿಳಂಬವೇನಾದರೂ ಆಗಿದ್ದರೆ ಅಥವಾ ಅಧಿಕಾರಿ ಮತ್ತು ನೌಕರರು ನ್ಯಾಯವಾಗಿ ಮಾಡಿಕೊಡಬೇಕಾದ ಕೆಲಸಗಳಲ್ಲಿ ಕಾರಣವಿಲ್ಲದೆ ತೊಂದರೆ ಕೊಡುವುದು, ಲಂಚಕ್ಕೆ ಬೇಡಿಕೆ ಇಟ್ಟಲ್ಲಿ ಅಥವಾ ಇನ್ನಾವುದೇ ತರಹದ ದುರಾಡಳಿತದಲ್ಲಿ ತೊಡಗಿದ್ದರೆ, ಅದರಿಂದ ತೊಂದರೆಗೊಳಗಾದ ಸಾರ್ವಜನಿಕರು ಉಪ ಲೋಕಾಯುಕ್ತ ನ್ಯಾಯಮೂರ್ತಿಗಳ ಮುಂದೆ ತಮ್ಮ ಅಹವಾಲುಗಳನ್ನು ಲಿಖಿತ ರೂಪದಲ್ಲಿ ಸಲ್ಲಿಸಿ ಸಮಸ್ಯೆಗೆ ಪರಿಹಾರ ಕಂಡುಕೊಳ್ಳಬಹುದು ಎಂದು ಪ್ರಕಟಣೆಯಲ್ಲಿ ತಿಳಿಸಿದ್ದಾರೆ. — [264, 580, 466, 654]
item-number: 1. — [68, 1030, 76, 1040]
author-box — [695, 828, 889, 930]
crab-photo — [695, 1255, 889, 1410]
item-term: ಸ್ಟಾರ್ಫಿಶ್: — [78, 1030, 103, 1040]
item-text: ಏಡಿಗಳು, ನಳ್ಳಿಗಳು ಮತ್ತು ಸೀಗಡಿಗಳು ತಮ್ಮ ಉಗುರುಗಳನ್ನು ಮಡಚಿ ಮತ್ತು ಅವುಗಳ ದೇಹವನ್ನು ಸಡಿಲಗೊಳಿಸುತ್ತವೆ. — [54, 926, 375, 946]
item-term: ಜೆಲ್ಲಿ ಮೀನು: — [408, 944, 440, 954]
octopus-photo — [695, 935, 889, 1085]
item-text: ಬಸವನ ಮತ್ತು ಗೊಂಡೆಹುಳುಗಳು ತಮ್ಮ ದೇಹವನ್ನು ತಮ್ಮ ಚಿಪ್ಪಿನೊಳಗೆ ಮುಚ್ಚಿ ಮಲಗುತ್ತವೆ. — [114, 947, 326, 957]
item-term: ಮೃದ್ವಂಗಿಗಳು: — [78, 947, 113, 957]
feature-list-item — [54, 948, 374, 959]
item-text: 2–24 ಗಂಟೆಗಳು — [455, 897, 498, 907]
swatch-yellow: Y — [73, 1431, 84, 1441]
photo-person — [228, 261, 260, 345]
feature-subheading: ವಿಶಿಷ್ಟ ನಿದ್ರೆಯ ಮಾದರಿಗಳು — [382, 956, 476, 969]
item-text: 1–12 ಗಂಟೆಗಳು (ಉದಾ., ಜೇನುಹುಳುಗಳು: 4–6 ಗಂಟೆಗಳು, ಜಿರಳೆಗಳು: 4–6 ಗಂಟೆಗಳು) — [433, 830, 656, 839]
item-term: ಕಠಿಣಚರ್ಮಿಗಳು: — [408, 851, 450, 861]
paper-name: ಸಮಗ್ರ ಕರ್ನಾಟಕ ಕನ್ನಡ ದಿನ ಪತ್ರಿಕೆ — [773, 74, 896, 87]
item-term: ಪಾಲಿಫ್ಯಾಸಿಕ್ ನಿದ್ರೆ: — [411, 1012, 459, 1022]
photo-banner: ಕಾಯಕ ಶರಣರ ಜಯಂತಿ — [253, 163, 398, 203]
feature-paragraph: ಈ ಮಲಗುವ ವಿಧಾನಗಳು ಸಾಮಾನ್ಯವಾಗಿ ಪ್ರತಿ ಜೀವಿಗಳ ನಿರ್ದಿಷ್ಟ ಪರಿಸರ ಮತ್ತು ಜೀವನಶೈಲಿಗೆ ಹೊಂದಿಕೊಳ್ಳುತ್ತವೆ, ಇದು ಅಕಶೇರುಕಗಳಲ್ಲಿನ ನಿದ್ರೆಯ ಮಾದರಿಗಳ ವೈವಿಧ್ಯತೆಯನ್ನು ಎತ್ತಿ ತೋರಿಸುತ್ತದೆ. — [54, 1162, 374, 1182]
feature-column-2 — [382, 830, 682, 1257]
item-term: ಅರಾಕ್ನಿಡ್‌ಗಳು: — [80, 905, 117, 915]
feature-paragraph: ನಿದ್ರೆಯು ಜೀವನದ ಒಂದು ಮೂಲಭೂತ ಅಂಶವಾಗಿದೆ, ಇದು ವಿವಿಧ ಶಾರೀರಿಕ ಮತ್ತು ಮಾನಸಿಕ ಪ್ರಕ್ರಿಯೆಗಳಿಗೆ ಅವಶ್ಯಕವಾಗಿದೆ. ವಿವಿಧ ಪ್ರಾಣಿಗಳಲ್ಲಿ ನಿದ್ರೆ ಏಕೆ ಬೇಕು ಎಂಬುದು ಇಲ್ಲಿದೆ: — [382, 1070, 682, 1090]
author-photo — [702, 835, 754, 915]
item-text: ಕೆಲವು ಅಕಶೇರುಕಗಳು, ಹಣ್ಣಿನ ನೊಣಗಳಂತಹವು, ಪಾಲಿಫಾಸಿಕ್ ನಿದ್ರೆಯ ಮಾದರಿಗಳನ್ನು ಪ್ರದರ್ಶಿಸುತ್ತವೆ, ದಿನವಿಡೀ ಬಹು ಕಡಿಮೆ ಅವಧಿಯ ನಿದ್ರೆಯೊಂದಿಗೆ. — [384, 1012, 682, 1033]
story3-headline-2: ಫೆ.13 ರಂದು ಸಾರ್ವಜನಿಕರ ಕುಂದುಕೊರತೆಗಳ ಅಹವಾಲು ಸ್ವೀಕಾರ — [54, 541, 399, 560]
feature-title-part: ನಿದ್ರಿಸುವ — [573, 771, 656, 807]
feature-subheading: ಮೆದುಳಿನ ಕಾರ್ಯ ಮತ್ತು ಅಭಿವೃದ್ಧಿ — [382, 1140, 489, 1152]
item-number: 2. — [68, 1119, 76, 1129]
item-text: ಜೇಡಗಳು ಮತ್ತು ಚೇಳುಗಳು ತಮ್ಮ ಕಾಲುಗಳನ್ನು ಸುರುಳಿಯಾಗಿ ಮತ್ತು ತಮ್ಮ ದೇಹವನ್ನು ಸಡಿಲಗೊಳಿಸಿ ಮಲಗುತ್ತವೆ. — [54, 905, 374, 925]
feature-title — [58, 757, 886, 821]
item-term: ಸುಪ್ತ ಸ್ಥಿತಿ: — [79, 1119, 106, 1129]
feature-title-part: ವಿಧಾನಗಳು — [663, 771, 772, 807]
item-term: ಸ್ಟಾರ್ಫಿಶ್: — [408, 923, 433, 933]
feature-paragraph: ಈ ಮಲಗುವ ಅವಧಿಗಳು ಅಂದಾಜು ಮತ್ತು ಪರಿಸರ, ಜೀವನಶೈಲಿ ಮತ್ತು ಜಾತಿ-ನಿರ್ದಿಷ್ಟ ಗುಣಲಕ್ಷಣಗಳಂತಹ ಅಂಶಗಳನ್ನು ಅವಲಂಬಿಸಿ ಬದಲಾಗಬಹುದು ಎಂಬುದನ್ನು ನೆನಪಿನಲ್ಲಿಡಿ. — [382, 1033, 682, 1054]
item-number: 1. — [68, 1098, 76, 1108]
story4-paragraph: ಅದು ಫೆಬ್ರುವರಿ 9, ಭಾನುವಾರ. ಸಮಯ ಮಧ್ಯಾಹ್ನ 3.30 ರಿಂದ 3.45 ಗಂಟೆಯ ಅವಧಿ. ಹಾವೇರಿ ಜಿಲ್ಲೆ ಹಾನಗಲ್ ತಾಲೂಕಿನ ಅಕ್ಕಿಆಲೂರ ಗ್ರಾಮದ ಕುವೆಂಪುನಗರದಲ್ಲಿ ಮಹಿಳೆಯರ ಹಿಂದೆ ಹಿಂದೆ ಬಂದಿದ್ದ ಕಳ್ಳನೊಬ್ಬ ಮರಳಿ ಅವರ ಎದುರಿಗೆ ಬಂದು ಮಹಿಳೆಯೊಬ್ಬರ ಕೊರಳಲ್ಲಿದ್ದ ಮಾಂಗಲ್ಯ ಸರ ಕಿತ್ತುಕೊಂಡು ಓಟ ಕಿತ್ತಿದ್ದಾನೆ. ಹೌದು ಅಕ್ಕಿಆಲೂರಿನ ಪ್ಯಾಟಿ ಓಣಿಯಲ್ಲಿರುವ ವೀರಭದ್ರೇಶ್ವರ ದೇವಸ್ಥಾನಕ್ಕೆ ಹೋಗಿದ್ದ ನಿರ್ಮಲಾ ಹುಡೇದ ಎಂಬ ಮಹಿಳೆ ದೇವಸ್ಥಾನದಿಂದ ವಾಪಸ್ ಮನೆಗೆ ಹೋಗುತ್ತಿದ್ದರು. ಮುಖಕ್ಕೆ ಬಟ್ಟೆ ಕಂಡು ಅವರ ಹಿಂದೆ ಬಂದಿದ್ದ ಅಪರಿಚಿತ ವ್ಯಕ್ತಿಯೊಬ್ಬ ಅವರ ಮುಂದೆ ಮುಂದೆ ಹೋಗಿ ಮರಳಿ ನಿರ್ಮಲಾ ಅವರ ಹತ್ತಿರ ಬಂದವನೆ ಏಕಾಏಕಿ ಅವರ ಕೊರಳಿಗೆ ಕೈ ಹಾಕಿದ್ದಾನೆ. ನಿರ್ಮಲಾ ಅವರ ಕೊರಳಲ್ಲಿದ್ದ — [486, 561, 686, 655]
item-number: 2. — [398, 897, 406, 907]
item-number: 2. — [398, 840, 406, 850]
feature-subheading: ಇತರ ನಾನ್-ಕಾರ್ಡೇಟ್‌ಗಳು — [382, 909, 476, 922]
feature-list-item — [54, 973, 374, 994]
feature-list-item — [382, 851, 682, 862]
feature-list-item — [54, 1099, 374, 1120]
cmyk-marks-top: C M Y K — [902, 68, 910, 107]
page-number: ಪುಟ 3 — [46, 71, 97, 91]
item-term: ಸುಪ್ತಾವಸ್ಥೆ: — [408, 991, 436, 1001]
item-text: ಜೆಲ್ಲಿ ಮೀನುಗಳು ತಮ್ಮ ದೇಹವನ್ನು ಸಡಿಲಿಸಿ ಮಲಗುತ್ತವೆ, ಆಗಾಗ್ಗೆ ತಮ್ಮ ಗ್ರಹಣಾಂಗಗಳನ್ನು ಹಿಂತೆಗೆದುಕೊಳ್ಳುತ್ತವೆ. — [54, 1062, 374, 1082]
registration-mark-icon — [918, 946, 934, 962]
feature-subheading: ಅಕಶೇರುಕಗಳು — [68, 1206, 115, 1218]
swatch-yellow: Y — [901, 1386, 912, 1396]
registration-mark-icon — [16, 566, 32, 582]
feature-list-item — [382, 970, 682, 991]
story1-paragraph: ಮೂಢನಂಬಿಕೆಗಳು, ಜಾತಿ ಪದ್ಧತಿ, ಅಸಮಾನತೆಯ ವಿರುದ್ಧ ವಚನಗಳ ಮೂಲಕ ಜನರಲ್ಲಿ ಜಾಗೃತಿ ಮೂಡಿಸಿ, ಸಮಸಮಾಜ ಕಟ್ಟುವಲ್ಲಿ ಶರಣರು ಕಾಯಕ ನಿಷ್ಠೆ ಮೆರೆದಿದ್ದಾರೆ. ಸರಳ ಜೀವನ, ಶುದ್ಧ ಧ್ಯಾನ, ನಿಷ್ಕಲ್ಮಶ ಭಕ್ತಿ ಮಾರ್ಗದಿಂದ ಮುಕ್ತಿ ಸಾಧ್ಯವೆಂದು ಸಾರಿದ ಕಾಯಕ ಶರಣರ ವಚನಗಳು ಇಂದಿಗೂ ಸಹ ಪ್ರಸ್ತುತವಾಗಿವೆ. 12 ನೇ ಶತಮಾನ ಧಾರ್ಮಿಕ, ಸಾಮಾಜಿಕ ಮತ್ತು ರಾಜಕೀಯವಾಗಿ ಕ್ರಾಂತಿ ಮಾಡಿದ ಶತಮಾನ. ಇವತ್ತಿನ ನಮ್ಮ ಸಂಸತ್ತಿನ ಮಾದರಿಯಲ್ಲಿ — [46, 400, 253, 463]
item-text: 2–24 ಗಂಟೆಗಳು (ಉದಾ., ಬಸವನ: 2–4 ಗಂಟೆಗಳು, ಸ್ಕ್ವಿಡ್‌ಗಳು: 4–6 ಗಂಟೆಗಳು) — [444, 861, 647, 871]
cmyk-swatches-side — [901, 1374, 912, 1420]
